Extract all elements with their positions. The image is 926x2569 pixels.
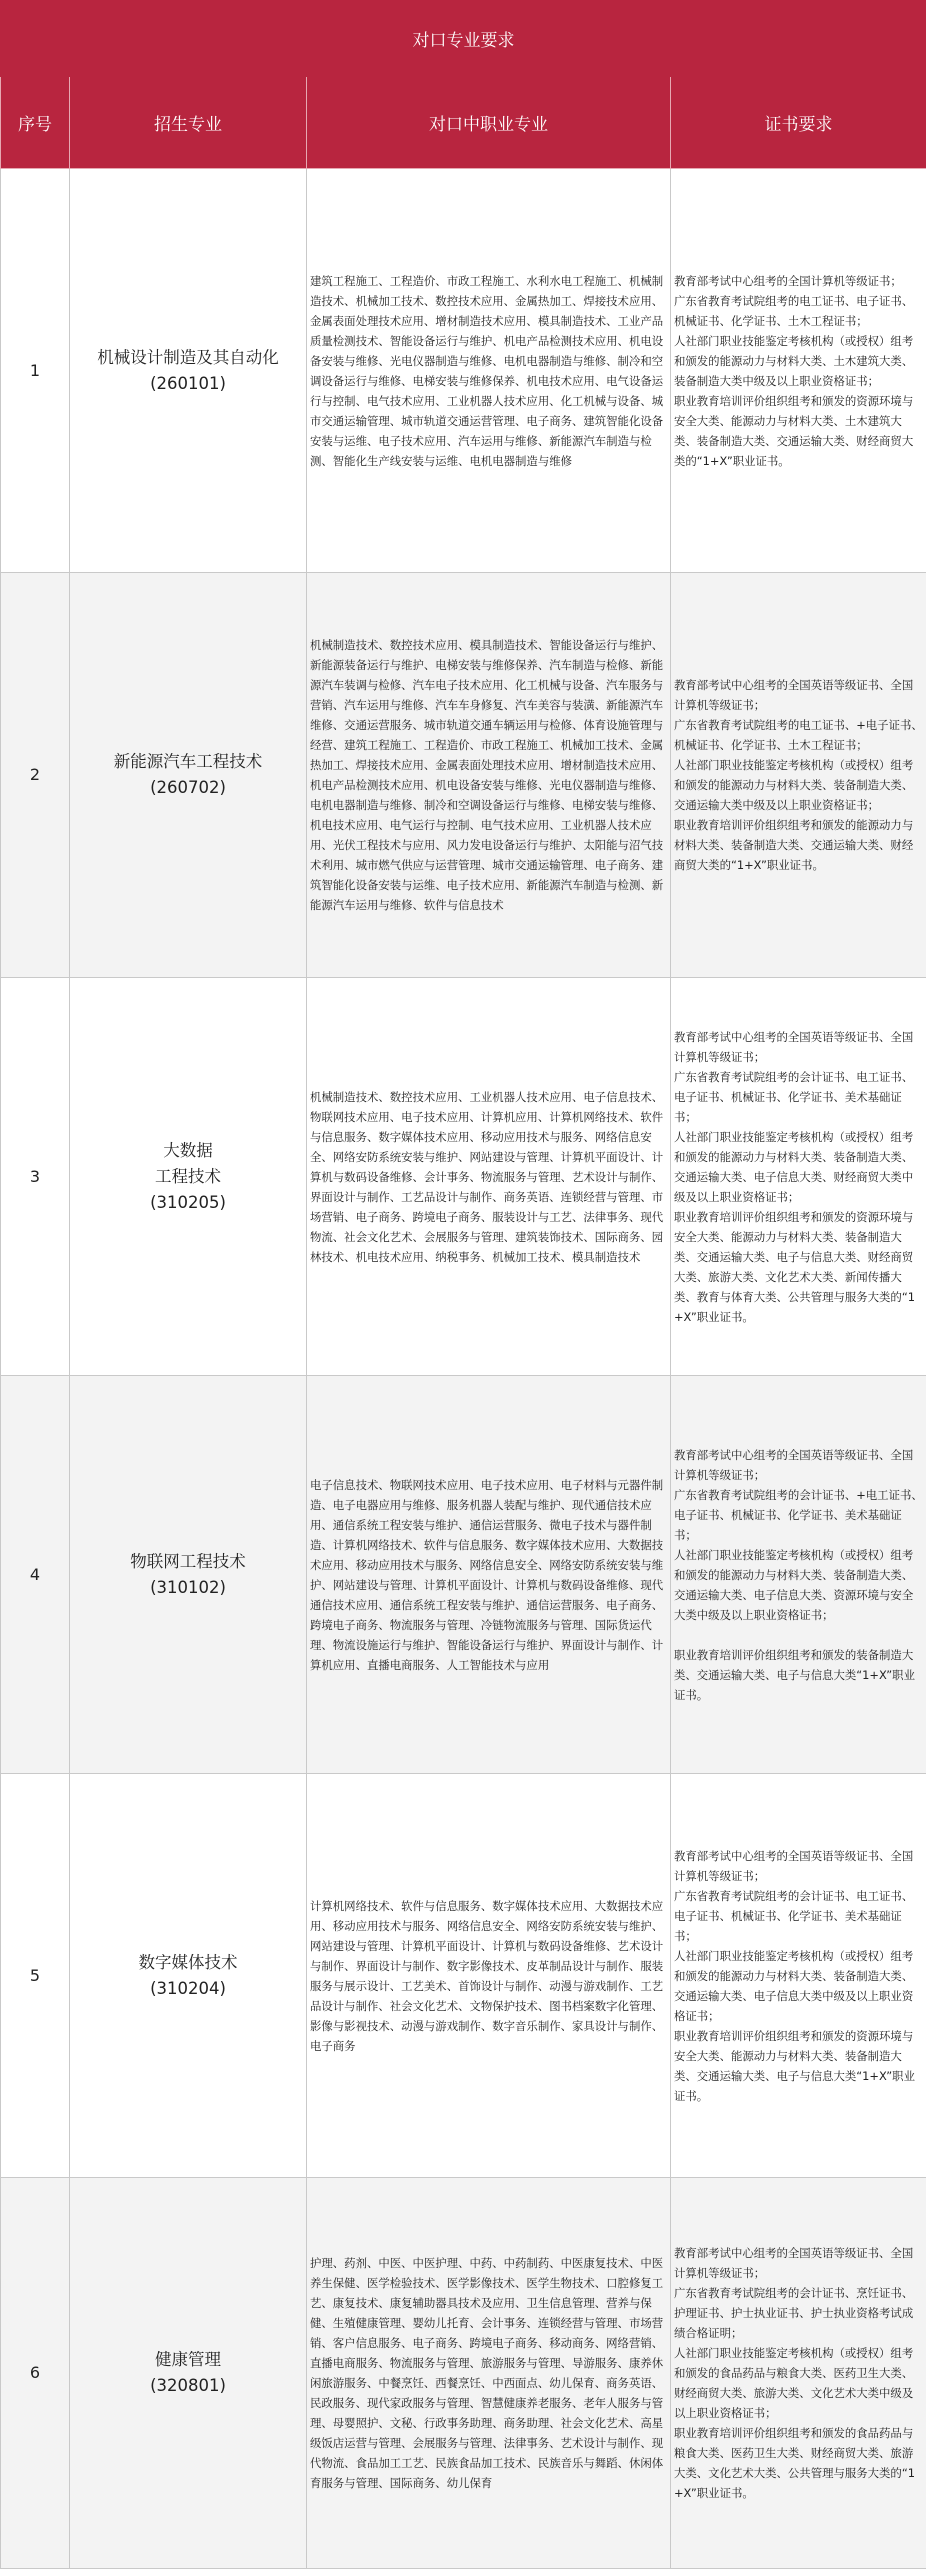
header-seq: 序号 <box>1 77 70 169</box>
cert-item: 教育部考试中心组考的全国计算机等级证书； <box>674 271 923 291</box>
cert-item: 教育部考试中心组考的全国英语等级证书、全国计算机等级证书； <box>674 2243 923 2283</box>
major-name: 物联网工程技术 <box>71 1549 305 1575</box>
cert-item: 职业教育培训评价组织组考和颁发的装备制造大类、交通运输大类、电子与信息大类“1+X”职业证书。 <box>674 1645 923 1705</box>
row-seq: 1 <box>1 169 70 573</box>
table-title: 对口专业要求 <box>1 1 926 77</box>
cert-item: 职业教育培训评价组织组考和颁发的食品药品与粮食大类、医药卫生大类、财经商贸大类、旅游大类、文化艺术大类、公共管理与服务大类的“1+X”职业证书。 <box>674 2423 923 2503</box>
cert-item: 教育部考试中心组考的全国英语等级证书、全国计算机等级证书； <box>674 1445 923 1485</box>
cert-item: 教育部考试中心组考的全国英语等级证书、全国计算机等级证书； <box>674 675 923 715</box>
cert-item: 职业教育培训评价组织组考和颁发的资源环境与安全大类、能源动力与材料大类、装备制造大类、交通运输大类、电子与信息大类“1+X”职业证书。 <box>674 2026 923 2106</box>
major-code: (310102) <box>71 1575 305 1601</box>
major-name: 数字媒体技术 <box>71 1950 305 1976</box>
major-name: 机械设计制造及其自动化 <box>71 345 305 371</box>
table-row <box>1 1774 926 2178</box>
row-seq: 2 <box>1 573 70 978</box>
table-row <box>1 573 926 978</box>
table-body <box>1 169 926 2569</box>
row-cert-requirements <box>671 1376 926 1774</box>
row-major <box>70 169 307 573</box>
row-cert-requirements <box>671 169 926 573</box>
cert-item: 广东省教育考试院组考的会计证书、电工证书、电子证书、机械证书、化学证书、美术基础证书； <box>674 1067 923 1127</box>
major-code: (310204) <box>71 1976 305 2002</box>
row-cert-requirements <box>671 2178 926 2569</box>
row-related-majors: 建筑工程施工、工程造价、市政工程施工、水利水电工程施工、机械制造技术、机械加工技术、数控技术应用、金属热加工、焊接技术应用、金属表面处理技术应用、增材制造技术应用、模具制造技术、工业产品质量检测技术、智能设备运行与维护、机电产品检测技术应用、机电设备安装与维修、光电仪器制造与维修、电机电器制造与维修、制冷和空调设备运行与维修、电梯安装与维修保养、机电技术应用、电气设备运行与控制、电气技术应用、工业机器人技术应用、化工机械与设备、城市交通运输管理、城市轨道交通运营管理、电子商务、建筑智能化设备安装与运维、电子技术应用、汽车运用与维修、新能源汽车制造与检测、智能化生产线安装与运维、电机电器制造与维修 <box>307 169 671 573</box>
row-related-majors: 计算机网络技术、软件与信息服务、数字媒体技术应用、大数据技术应用、移动应用技术与服务、网络信息安全、网络安防系统安装与维护、网站建设与管理、计算机平面设计、计算机与数码设备维修、艺术设计与制作、界面设计与制作、数字影像技术、皮革制品设计与制作、服装服务与展示设计、工艺美术、首饰设计与制作、动漫与游戏制作、工艺品设计与制作、社会文化艺术、文物保护技术、图书档案数字化管理、影像与影视技术、动漫与游戏制作、数字音乐制作、家具设计与制作、电子商务 <box>307 1774 671 2178</box>
cert-item: 广东省教育考试院组考的会计证书、电工证书、电子证书、机械证书、化学证书、美术基础证书； <box>674 1886 923 1946</box>
row-major <box>70 573 307 978</box>
cert-item: 人社部门职业技能鉴定考核机构（或授权）组考和颁发的能源动力与材料大类、土木建筑大类、装备制造大类中级及以上职业资格证书； <box>674 331 923 391</box>
cert-item: 人社部门职业技能鉴定考核机构（或授权）组考和颁发的能源动力与材料大类、装备制造大类、交通运输大类、电子信息大类、资源环境与安全大类中级及以上职业资格证书； <box>674 1545 923 1625</box>
cert-item: 职业教育培训评价组织组考和颁发的资源环境与安全大类、能源动力与材料大类、装备制造大类、交通运输大类、电子与信息大类、财经商贸大类、旅游大类、文化艺术大类、新闻传播大类、教育与体育大类、公共管理与服务大类的“1+X”职业证书。 <box>674 1207 923 1327</box>
cert-item <box>674 1625 923 1645</box>
header-related-majors: 对口中职业专业 <box>307 77 671 169</box>
cert-item: 广东省教育考试院组考的会计证书、+电工证书、电子证书、机械证书、化学证书、美术基础证书； <box>674 1485 923 1545</box>
cert-item: 人社部门职业技能鉴定考核机构（或授权）组考和颁发的能源动力与材料大类、装备制造大类、交通运输大类中级及以上职业资格证书； <box>674 755 923 815</box>
row-cert-requirements <box>671 1774 926 2178</box>
cert-item: 人社部门职业技能鉴定考核机构（或授权）组考和颁发的食品药品与粮食大类、医药卫生大类、财经商贸大类、旅游大类、文化艺术大类中级及以上职业资格证书； <box>674 2343 923 2423</box>
row-cert-requirements <box>671 978 926 1376</box>
cert-item: 广东省教育考试院组考的电工证书、电子证书、机械证书、化学证书、土木工程证书； <box>674 291 923 331</box>
cert-item: 广东省教育考试院组考的电工证书、+电子证书、机械证书、化学证书、土木工程证书； <box>674 715 923 755</box>
major-name: 工程技术 <box>71 1164 305 1190</box>
major-name: 健康管理 <box>71 2347 305 2373</box>
cert-item: 广东省教育考试院组考的会计证书、烹饪证书、护理证书、护士执业证书、护士执业资格考试成绩合格证明； <box>674 2283 923 2343</box>
cert-item: 教育部考试中心组考的全国英语等级证书、全国计算机等级证书； <box>674 1027 923 1067</box>
cert-item: 职业教育培训评价组织组考和颁发的能源动力与材料大类、装备制造大类、交通运输大类、财经商贸大类的“1+X”职业证书。 <box>674 815 923 875</box>
cert-item: 人社部门职业技能鉴定考核机构（或授权）组考和颁发的能源动力与材料大类、装备制造大类、交通运输大类、电子信息大类、财经商贸大类中级及以上职业资格证书； <box>674 1127 923 1207</box>
row-seq: 4 <box>1 1376 70 1774</box>
row-seq: 6 <box>1 2178 70 2569</box>
row-related-majors: 电子信息技术、物联网技术应用、电子技术应用、电子材料与元器件制造、电子电器应用与维修、服务机器人装配与维护、现代通信技术应用、通信系统工程安装与维护、通信运营服务、微电子技术与器件制造、计算机网络技术、软件与信息服务、数字媒体技术应用、大数据技术应用、移动应用技术与服务、网络信息安全、网络安防系统安装与维护、网站建设与管理、计算机平面设计、计算机与数码设备维修、现代通信技术应用、通信系统工程安装与维护、通信运营服务、电子商务、跨境电子商务、物流服务与管理、冷链物流服务与管理、国际货运代理、物流设施运行与维护、智能设备运行与维护、界面设计与制作、计算机应用、直播电商服务、人工智能技术与应用 <box>307 1376 671 1774</box>
table-header-row <box>1 77 926 169</box>
cert-item: 职业教育培训评价组织组考和颁发的资源环境与安全大类、能源动力与材料大类、土木建筑大类、装备制造大类、交通运输大类、财经商贸大类的“1+X”职业证书。 <box>674 391 923 471</box>
header-cert-requirements: 证书要求 <box>671 77 926 169</box>
row-major <box>70 2178 307 2569</box>
cert-item: 人社部门职业技能鉴定考核机构（或授权）组考和颁发的能源动力与材料大类、装备制造大类、交通运输大类、电子信息大类中级及以上职业资格证书； <box>674 1946 923 2026</box>
table-row <box>1 1376 926 1774</box>
table-row <box>1 2178 926 2569</box>
major-code: (310205) <box>71 1190 305 1216</box>
cert-item: 教育部考试中心组考的全国英语等级证书、全国计算机等级证书； <box>674 1846 923 1886</box>
major-name: 大数据 <box>71 1138 305 1164</box>
row-related-majors: 护理、药剂、中医、中医护理、中药、中药制药、中医康复技术、中医养生保健、医学检验技术、医学影像技术、医学生物技术、口腔修复工艺、康复技术、康复辅助器具技术及应用、卫生信息管理、营养与保健、生殖健康管理、婴幼儿托育、会计事务、连锁经营与管理、市场营销、客户信息服务、电子商务、跨境电子商务、移动商务、网络营销、直播电商服务、物流服务与管理、旅游服务与管理、导游服务、康养休闲旅游服务、中餐烹饪、西餐烹饪、中西面点、幼儿保育、商务英语、民政服务、现代家政服务与管理、智慧健康养老服务、老年人服务与管理、母婴照护、文秘、行政事务助理、商务助理、社会文化艺术、高星级饭店运营与管理、会展服务与管理、法律事务、艺术设计与制作、现代物流、食品加工工艺、民族食品加工技术、民族音乐与舞蹈、休闲体育服务与管理、国际商务、幼儿保育 <box>307 2178 671 2569</box>
header-major: 招生专业 <box>70 77 307 169</box>
major-code: (260101) <box>71 371 305 397</box>
row-seq: 3 <box>1 978 70 1376</box>
major-code: (260702) <box>71 775 305 801</box>
row-cert-requirements <box>671 573 926 978</box>
row-related-majors: 机械制造技术、数控技术应用、模具制造技术、智能设备运行与维护、新能源装备运行与维护、电梯安装与维修保养、汽车制造与检修、新能源汽车装调与检修、汽车电子技术应用、化工机械与设备、汽车服务与营销、汽车运用与维修、汽车车身修复、汽车美容与装潢、新能源汽车维修、交通运营服务、城市轨道交通车辆运用与检修、体育设施管理与经营、建筑工程施工、工程造价、市政工程施工、机械加工技术、金属热加工、焊接技术应用、金属表面处理技术应用、增材制造技术应用、机电产品检测技术应用、机电设备安装与维修、光电仪器制造与维修、电机电器制造与维修、制冷和空调设备运行与维修、电梯安装与维修、机电技术应用、电气运行与控制、电气技术应用、工业机器人技术应用、光伏工程技术与应用、风力发电设备运行与维护、太阳能与沼气技术利用、城市燃气供应与运营管理、城市交通运输管理、电子商务、建筑智能化设备安装与运维、电子技术应用、新能源汽车制造与检测、新能源汽车运用与维修、软件与信息技术 <box>307 573 671 978</box>
table-row <box>1 169 926 573</box>
table-row <box>1 978 926 1376</box>
major-name: 新能源汽车工程技术 <box>71 749 305 775</box>
row-major <box>70 1376 307 1774</box>
row-major <box>70 1774 307 2178</box>
row-seq: 5 <box>1 1774 70 2178</box>
row-related-majors: 机械制造技术、数控技术应用、工业机器人技术应用、电子信息技术、物联网技术应用、电子技术应用、计算机应用、计算机网络技术、软件与信息服务、数字媒体技术应用、移动应用技术与服务、网络信息安全、网络安防系统安装与维护、网站建设与管理、计算机平面设计、计算机与数码设备维修、会计事务、物流服务与管理、艺术设计与制作、界面设计与制作、工艺品设计与制作、商务英语、连锁经营与管理、市场营销、电子商务、跨境电子商务、服装设计与工艺、法律事务、现代物流、社会文化艺术、会展服务与管理、建筑装饰技术、国际商务、园林技术、机电技术应用、纳税事务、机械加工技术、模具制造技术 <box>307 978 671 1376</box>
table-title-row <box>1 1 926 77</box>
row-major <box>70 978 307 1376</box>
major-code: (320801) <box>71 2373 305 2399</box>
